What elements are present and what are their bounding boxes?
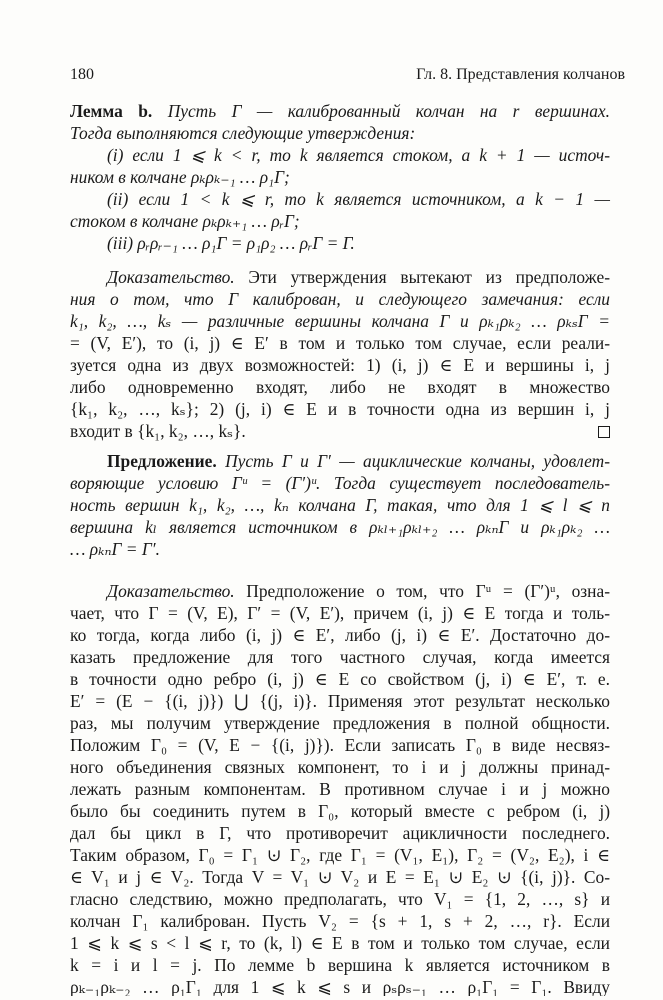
proof2-line-17: 1 ⩽ k ⩽ s < l ⩽ r, то (k, l) ∈ E в том и только том случае, если	[70, 933, 610, 953]
proof1-line-8: входит в {k₁, k₂, …, kₛ}.	[70, 420, 610, 442]
lemma-item-ii-cont: стоком в колчане ρₖρₖ₊₁ … ρᵣΓ;	[70, 211, 300, 231]
lemma-line-1: Лемма b. Пусть Γ — калиброванный колчан на r вершинах.	[70, 101, 610, 121]
prop-line-2: воряющие условию Γᵘ = (Γ′)ᵘ. Тогда существует последователь-	[70, 473, 610, 493]
proof2-line-4: казать предложение для того частного случая, когда имеется	[70, 647, 610, 667]
proof2-line-14: ∈ V₁ и j ∈ V₂. Тогда V = V₁ ⊍ V₂ и E = E₁ ⊍ E₂ ⊍ {(i, j)}. Со-	[70, 867, 610, 887]
proof2-line-7: раз, мы получим утверждение предложения в полной общности.	[70, 713, 610, 733]
proof2-line-9: ного объединения связных компонент, то i и j должны принад-	[70, 757, 610, 777]
prop-line-4: вершина kₗ является источником в ρₖₗ₊₁ρₖₗ₊₂ … ρₖₙΓ и ρₖ₁ρₖ₂ …	[70, 517, 610, 537]
chapter-title: Гл. 8. Представления колчанов	[416, 66, 625, 83]
lemma-label: Лемма b.	[70, 101, 153, 121]
proof2-line-2: чает, что Γ = (V, E), Γ′ = (V, E′), причем (i, j) ∈ E тогда и толь-	[70, 603, 610, 623]
proof1-line-3: k₁, k₂, …, kₛ — различные вершины колчана Γ и ρₖ₁ρₖ₂ … ρₖₛΓ =	[70, 311, 610, 331]
prop-line-1: Предложение. Пусть Γ и Γ′ — ациклические колчаны, удовлет-	[107, 451, 610, 471]
prop-line-3: ность вершин k₁, k₂, …, kₙ колчана Γ, такая, что для 1 ⩽ l ⩽ n	[70, 495, 610, 515]
lemma-item-i: (i) если 1 ⩽ k < r, то k является стоком, а k + 1 — источ-	[107, 145, 610, 165]
proof2-line-11: было бы соединить путем в Γ₀, который вместе с ребром (i, j)	[70, 801, 610, 821]
lemma-item-i-cont: ником в колчане ρₖρₖ₋₁ … ρ₁Γ;	[70, 167, 290, 187]
proof1-line-1: Доказательство. Эти утверждения вытекают из предположе-	[107, 267, 610, 287]
proof2-line-16: колчан Γ₁ калиброван. Пусть V₂ = {s + 1, s + 2, …, r}. Если	[70, 911, 610, 931]
proof2-label: Доказательство.	[107, 581, 235, 601]
proof1-line-7: {k₁, k₂, …, kₛ}; 2) (j, i) ∈ E и в точности одна из вершин i, j	[70, 399, 610, 419]
qed-square	[598, 426, 610, 438]
proof1-line-2: ния о том, что Γ калиброван, и следующего замечания: если	[70, 289, 610, 309]
proof2-line-12: дал бы цикл в Γ, что противоречит ацикличности последнего.	[70, 823, 610, 843]
page-number: 180	[70, 66, 94, 83]
proof2-line-10: лежать разным компонентам. В противном случае i и j можно	[70, 779, 610, 799]
proof2-line-18: k = i и l = j. По лемме b вершина k является источником в	[70, 955, 610, 975]
proof2-line-1: Доказательство. Предположение о том, что Γᵘ = (Γ′)ᵘ, озна-	[107, 581, 610, 601]
proof2-line-8: Положим Γ₀ = (V, E − {(i, j)}). Если записать Γ₀ в виде несвяз-	[70, 735, 610, 755]
proof2-line-15: гласно следствию, можно предполагать, что V₁ = {1, 2, …, s} и	[70, 889, 610, 909]
proof1-label: Доказательство.	[107, 267, 235, 287]
lemma-item-iii: (iii) ρᵣρᵣ₋₁ … ρ₁Γ = ρ₁ρ₂ … ρᵣΓ = Γ.	[107, 233, 355, 253]
lemma-line-2: Тогда выполняются следующие утверждения:	[70, 123, 416, 143]
proof1-line-5: зуется одна из двух возможностей: 1) (i, j) ∈ E и вершины i, j	[70, 355, 610, 375]
proof2-line-3: ко тогда, когда либо (i, j) ∈ E′, либо (j, i) ∈ E′. Достаточно до-	[70, 625, 610, 645]
proof2-line-6: E′ = (E − {(i, j)}) ⋃ {(j, i)}. Применяя этот результат несколько	[70, 691, 610, 711]
prop-label: Предложение.	[107, 451, 217, 471]
proof2-line-19: ρₖ₋₁ρₖ₋₂ … ρ₁Γ₁ для 1 ⩽ k ⩽ s и ρₛρₛ₋₁ … ρ₁Γ₁ = Γ₁. Ввиду	[70, 977, 610, 996]
proof1-line-4: = (V, E′), то (i, j) ∈ E′ в том и только том случае, если реали-	[70, 333, 610, 353]
proof2-line-13: Таким образом, Γ₀ = Γ₁ ⊍ Γ₂, где Γ₁ = (V₁, E₁), Γ₂ = (V₂, E₂), i ∈	[70, 845, 610, 865]
lemma-item-ii: (ii) если 1 < k ⩽ r, то k является источником, а k − 1 —	[107, 189, 610, 209]
proof1-line-6: либо одновременно входят, либо не входят в множество	[70, 377, 610, 397]
prop-line-5: … ρₖₙΓ = Γ′.	[70, 539, 160, 559]
proof2-line-5: в точности одно ребро (i, j) ∈ E со свойством (j, i) ∈ E′, т. е.	[70, 669, 610, 689]
